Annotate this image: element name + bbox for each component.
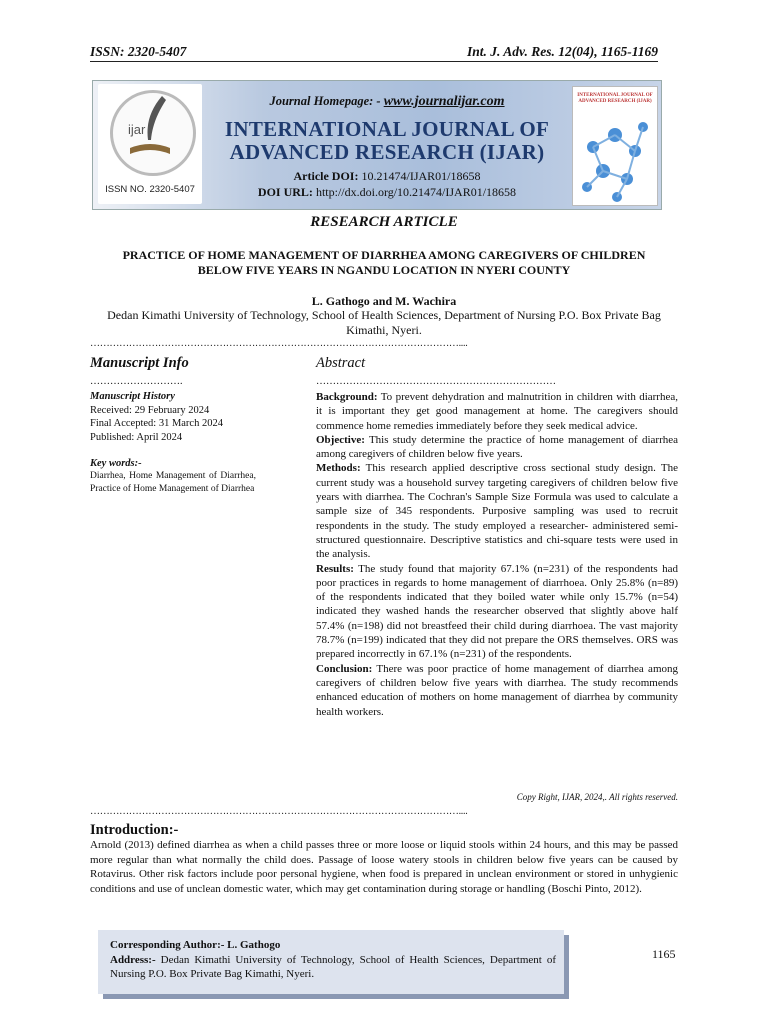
accepted-date: Final Accepted: 31 March 2024 [90,418,223,429]
journal-title-line2: ADVANCED RESEARCH (IJAR) [229,140,545,164]
abstract-conclusion: Conclusion: There was poor practice of home management of diarrhea among caregivers of children below five years with diarrhea. The study recommends enhanced education of mothers on home management of diarrhea by community health workers. [316,662,678,718]
homepage-label: Journal Homepage: - [269,94,381,108]
logo-text: ijar [128,122,146,137]
abstract-results: Results: The study found that majority 67.1% (n=231) of the respondents had poor practices in regards to home management of diarrhoea. Only 25.8% (n=89) of the respondents indicated that they boiled water while only 15.7% (n=54) indicated they washed hands the researcher observed that slightly above half 57.4% (n=198) did not breastfeed their child during diarrhoea. The vast majority 78.7% (n=199) indicated that they did not prepare the ORS themselves. ORS was prepared incorrectly in 67.1% (n=231) of the respondents. [316,562,678,661]
abstract-heading: Abstract [316,355,366,371]
cover-title: INTERNATIONAL JOURNAL OF ADVANCED RESEARCH (IJAR) [577,93,653,104]
introduction-heading: Introduction:- [90,822,179,838]
journal-cover [572,86,658,206]
journal-homepage [204,94,570,110]
introduction-text: Arnold (2013) defined diarrhea as when a child passes three or more loose or liquid stools within 24 hours, and this may be passed more regular than what normally the child does. Passage of loose watery stools in children below five years can be caused by Rotavirus. Other risk factors include poor personal hygiene, when food is prepared in unclean environment or stored in unhygienic conditions and use of unclean domestic water, which may get contamination during storage or handling (Boschi Pinto, 2012). [90,839,678,895]
article-title-line2: BELOW FIVE YEARS IN NGANDU LOCATION IN NYERI COUNTY [197,263,571,277]
authors: L. Gathogo and M. Wachira [311,294,457,308]
journal-title-line1: INTERNATIONAL JOURNAL OF [224,117,550,141]
abstract-objective: Objective: This study determine the practice of home management of diarrhea among caregivers of children below five years. [316,433,678,461]
keywords-heading: Key words:- [90,458,142,469]
running-header [90,44,658,62]
address-text: Dedan Kimathi University of Technology, School of Health Sciences, Department of Nursing P.O. Box Private Bag Kimathi, Nyeri. [110,953,556,980]
copyright: Copy Right, IJAR, 2024,. All rights reserved. [516,792,678,802]
article-title-line1: PRACTICE OF HOME MANAGEMENT OF DIARRHEA AMONG CAREGIVERS OF CHILDREN [122,248,646,262]
quill-book-icon [110,90,190,170]
citation-text: Int. J. Adv. Res. 12(04), 1165-1169 [466,44,658,59]
logo-circle [110,90,196,176]
homepage-link[interactable]: www.journalijar.com [383,94,505,109]
keywords: Diarrhea, Home Management of Diarrhea, Practice of Home Management of Diarrhea [90,471,256,494]
corresponding-author-box [98,930,564,994]
doi-block [204,168,570,200]
logo-issn: ISSN NO. 2320-5407 [105,184,195,195]
separator-bottom: …………………………………………………………………………………………………….... [90,806,468,817]
manuscript-info-heading: Manuscript Info [90,355,189,371]
manuscript-separator: ………………………. [90,376,183,387]
abstract-body [316,390,678,719]
abstract-separator: ……………………………………………………………… [316,376,556,387]
abstract-background: Background: To prevent dehydration and malnutrition in children with diarrhea, it is important they get good management at home. The caregivers should commence home remedies immediately before they seek medical advice. [316,391,678,432]
address-label: Address:- [110,953,156,966]
page-number: 1165 [652,947,676,961]
doi-url-link[interactable]: http://dx.doi.org/10.21474/IJAR01/18658 [315,185,517,199]
history-heading: Manuscript History [90,391,175,402]
abstract-methods: Methods: This research applied descriptive cross sectional study design. The current study was a household survey targeting caregivers of children below five years with diarrhea. The Cochran's Sample Size Formula was used to calculate a sample size of 345 respondents. Purposive sampling was used to recruit respondents in the study. The study employed a researcher- administered semi-structured questionnaire. Descriptive statistics and chi-square tests were used in the analysis. [316,462,678,561]
molecule-icon [573,87,657,205]
doi-value: 10.21474/IJAR01/18658 [361,169,481,183]
published-date: Published: April 2024 [90,431,183,443]
received-date: Received: 29 February 2024 [90,404,210,416]
corresponding-author-heading: Corresponding Author:- L. Gathogo [110,939,281,951]
article-title [100,248,668,278]
manuscript-history [90,390,258,444]
doi-url-label: DOI URL: [257,185,313,199]
doi-label: Article DOI: [293,169,359,183]
affiliation: Dedan Kimathi University of Technology, School of Health Sciences, Department of Nursing P.O. Box Private Bag Kimathi, Nyeri. [107,308,661,337]
journal-logo [98,84,202,204]
separator-top: …………………………………………………………………………………………………….... [90,338,468,349]
corresponding-author-content [110,938,556,982]
issn-text: ISSN: 2320-5407 [90,44,187,59]
journal-title [204,118,570,164]
article-type: RESEARCH ARTICLE [310,214,458,230]
